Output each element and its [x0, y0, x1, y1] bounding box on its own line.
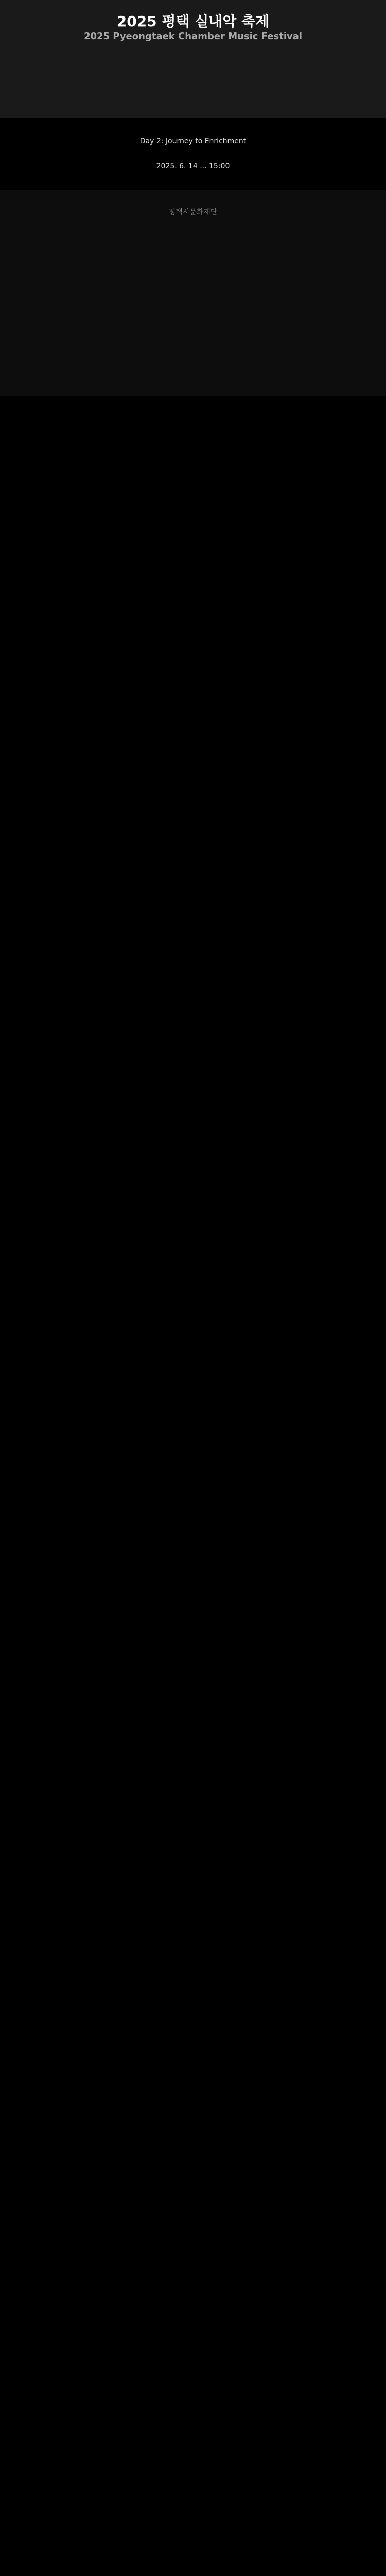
footer-section [0, 190, 386, 396]
event-date: 2025. 6. 14 ... 15:00 [156, 162, 230, 171]
event-summary: Day 2: Journey to Enrichment [139, 137, 247, 145]
footer-org: 평택시문화재단 [168, 208, 218, 216]
header-section [0, 0, 386, 118]
event-subtitle: 2025 Pyeongtaek Chamber Music Festival [83, 31, 303, 42]
event-title: 2025 평택 실내악 축제 [116, 13, 270, 30]
content-section [0, 118, 386, 190]
